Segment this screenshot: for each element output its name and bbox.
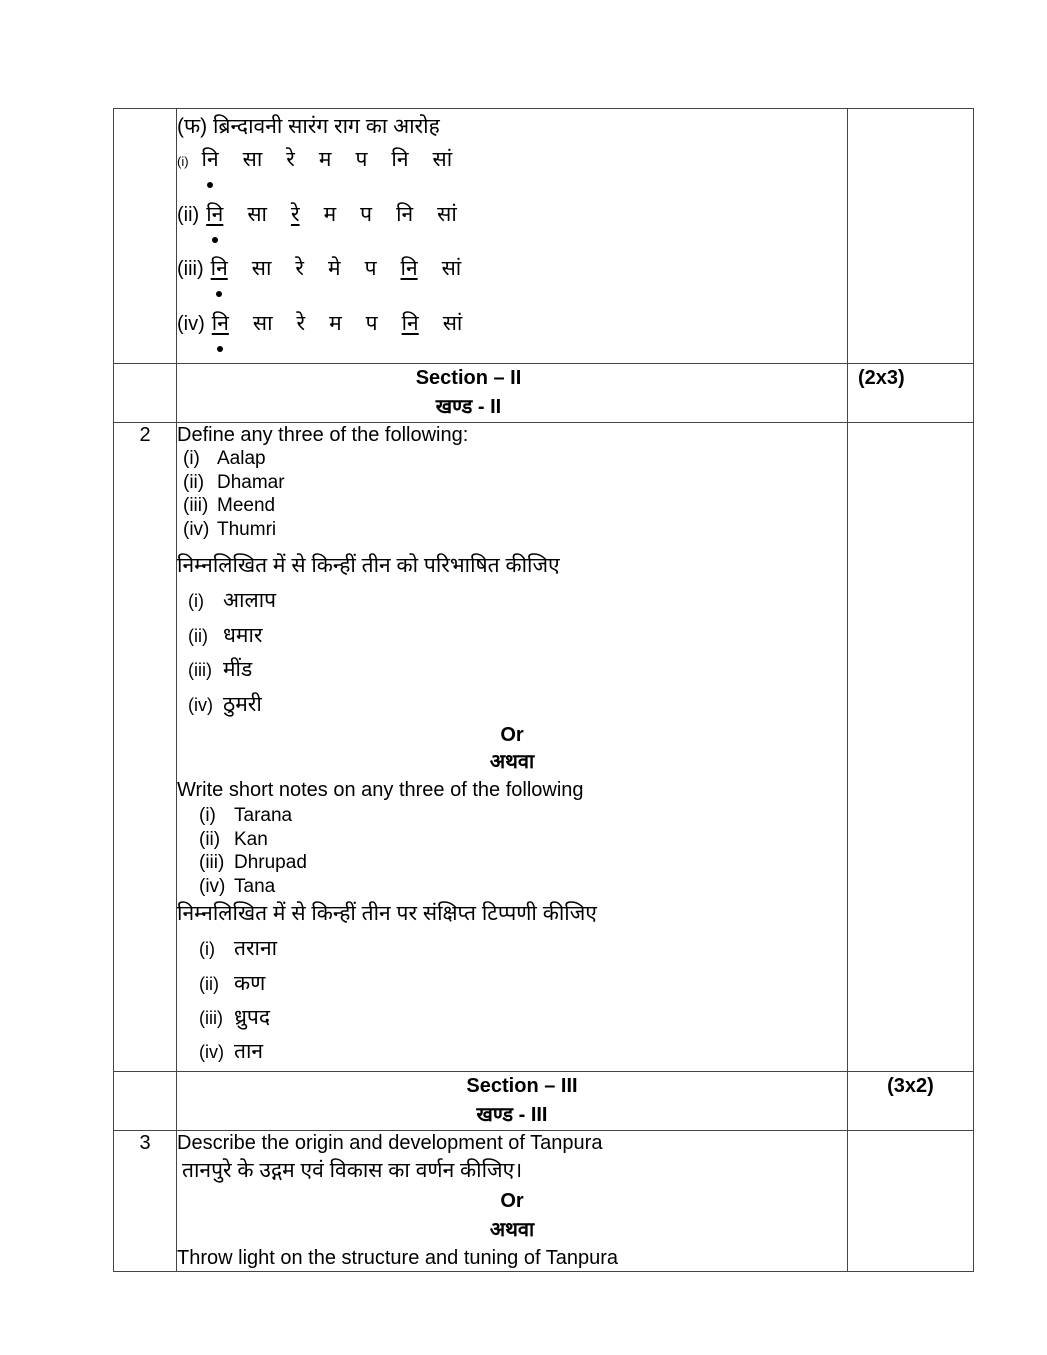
question-prompt: Define any three of the following: <box>177 424 469 446</box>
or-divider-hindi: अथवा <box>489 1219 535 1241</box>
list-item <box>199 875 847 899</box>
swara-note: नि <box>202 145 219 175</box>
item-label: (i) <box>183 448 200 469</box>
item-text: Dhrupad <box>234 852 307 874</box>
question-prompt-hindi: निम्नलिखित में से किन्हीं तीन को परिभाषित कीजिए <box>177 554 560 578</box>
content-cell <box>177 364 848 423</box>
swara-note: प <box>360 202 373 226</box>
option-label: (ii) <box>177 203 200 226</box>
swara-note: रे <box>296 311 306 335</box>
list-item <box>188 584 847 618</box>
list-item <box>199 967 847 1001</box>
item-text: तराना <box>234 937 278 961</box>
section-title: Section – II <box>415 367 522 389</box>
swara-note: नि <box>211 254 228 284</box>
mandra-dot <box>207 182 213 188</box>
content-cell <box>177 1072 848 1131</box>
question-prompt-hindi: तानपुरे के उद्गम एवं विकास का वर्णन कीजिए। <box>182 1159 523 1182</box>
list-item <box>188 653 847 687</box>
swara-note: सां <box>432 148 453 171</box>
item-label: (iii) <box>188 660 212 681</box>
item-text: Kan <box>234 828 268 850</box>
swara-note: म <box>323 202 337 226</box>
swara-note: प <box>365 311 378 335</box>
swara-note: म <box>329 311 342 335</box>
alternate-question-prompt: Throw light on the structure and tuning of Tanpura <box>177 1247 619 1269</box>
question-number-cell <box>114 423 177 1072</box>
content-cell <box>177 109 848 364</box>
item-label: (i) <box>188 591 204 612</box>
question-number-cell <box>114 1131 177 1272</box>
swara-note: प <box>364 257 377 280</box>
item-text: मींड <box>223 658 253 682</box>
or-divider-hindi: अथवा <box>489 751 535 773</box>
alternate-item-list-hindi <box>199 932 847 1069</box>
option-row <box>177 309 847 364</box>
item-list-hindi <box>188 584 847 722</box>
swara-note: नि <box>401 311 419 335</box>
question-number-cell <box>114 109 177 364</box>
item-label: (iv) <box>199 1042 224 1063</box>
option-label: (iii) <box>177 258 204 280</box>
question-table <box>113 108 974 1272</box>
list-item <box>199 1035 847 1069</box>
question-prompt: Describe the origin and development of Tanpura <box>177 1132 603 1154</box>
swara-note: नि <box>391 148 409 171</box>
swara-sequence <box>206 200 457 230</box>
option-label: (iv) <box>177 312 205 335</box>
section-marks: (3x2) <box>887 1075 934 1097</box>
item-label: (iv) <box>183 518 210 540</box>
swara-sequence <box>211 254 462 284</box>
section-marks: (2x3) <box>858 367 905 389</box>
item-text: धमार <box>223 623 263 647</box>
swara-note: सा <box>247 202 267 226</box>
item-label: (iii) <box>199 852 225 874</box>
item-text: Dhamar <box>217 471 285 493</box>
list-item <box>199 828 847 852</box>
item-label: (i) <box>199 939 215 960</box>
item-text: तान <box>234 1040 264 1064</box>
swara-sequence <box>212 309 463 339</box>
section-title-hindi: खण्ड - III <box>476 1104 548 1126</box>
item-label: (iv) <box>199 875 226 897</box>
item-label: (ii) <box>199 973 219 994</box>
item-text: ध्रुपद <box>234 1005 270 1029</box>
option-row <box>177 254 847 309</box>
swara-note: सां <box>442 311 463 335</box>
or-divider: Or <box>500 1190 524 1212</box>
question-number: 2 <box>139 424 151 446</box>
list-item <box>199 932 847 966</box>
swara-note: मे <box>328 257 341 280</box>
swara-note: सां <box>437 202 457 226</box>
item-list <box>183 447 847 541</box>
swara-note: प <box>355 148 368 171</box>
question-number: 3 <box>139 1132 151 1154</box>
list-item <box>183 494 847 518</box>
or-divider: Or <box>500 724 524 746</box>
item-label: (ii) <box>183 471 205 493</box>
item-text: कण <box>234 971 266 995</box>
item-text: Tana <box>234 875 276 897</box>
option-row <box>177 145 847 200</box>
item-label: (iii) <box>199 1007 223 1028</box>
content-cell <box>177 1131 848 1272</box>
section-title: Section – III <box>466 1075 578 1097</box>
item-text: Thumri <box>217 518 277 540</box>
content-cell <box>177 423 848 1072</box>
section-header-row <box>114 1072 974 1131</box>
item-label: (ii) <box>188 625 208 646</box>
swara-note: सां <box>441 257 462 280</box>
marks-cell <box>848 423 974 1072</box>
swara-note: नि <box>212 309 229 339</box>
list-item <box>188 619 847 653</box>
marks-cell <box>848 364 974 423</box>
swara-note: रे <box>290 202 300 226</box>
swara-note: सा <box>252 311 273 335</box>
item-text: Aalap <box>217 448 266 469</box>
swara-note: नि <box>396 202 414 226</box>
swara-note: सा <box>242 148 263 171</box>
alternate-item-list <box>199 804 847 898</box>
list-item <box>199 851 847 875</box>
swara-note: नि <box>400 257 418 280</box>
question-number-cell <box>114 1072 177 1131</box>
mandra-dot <box>212 237 218 243</box>
item-text: ठुमरी <box>223 692 262 716</box>
item-label: (iv) <box>188 694 213 715</box>
swara-note: रे <box>286 148 295 171</box>
table-row <box>114 109 974 364</box>
swara-sequence <box>202 145 453 175</box>
item-label: (ii) <box>199 828 221 850</box>
item-label: (i) <box>199 805 216 826</box>
list-item <box>199 1001 847 1035</box>
swara-note: म <box>318 148 332 171</box>
list-item <box>188 688 847 722</box>
mandra-dot <box>217 346 223 352</box>
list-item <box>183 518 847 542</box>
section-header-row <box>114 364 974 423</box>
question-row <box>114 1131 974 1272</box>
list-item <box>183 471 847 495</box>
mandra-dot <box>216 291 222 297</box>
item-text: Meend <box>217 495 276 517</box>
option-row <box>177 200 847 255</box>
question-row <box>114 423 974 1072</box>
list-item <box>183 447 847 471</box>
section-title-hindi: खण्ड - II <box>435 396 502 418</box>
swara-note: रे <box>295 257 304 280</box>
option-group-title: (फ) ब्रिन्दावनी सारंग राग का आरोह <box>177 115 440 138</box>
item-text: Tarana <box>234 805 293 826</box>
marks-cell <box>848 109 974 364</box>
option-label: (i) <box>177 154 189 169</box>
item-label: (iii) <box>183 495 209 517</box>
marks-cell <box>848 1131 974 1272</box>
question-number-cell <box>114 364 177 423</box>
swara-note: नि <box>206 200 223 230</box>
list-item <box>199 804 847 828</box>
item-text: आलाप <box>223 589 277 613</box>
swara-note: सा <box>251 257 272 280</box>
alternate-question-prompt-hindi: निम्नलिखित में से किन्हीं तीन पर संक्षिप्त टिप्पणी कीजिए <box>177 902 597 926</box>
marks-cell <box>848 1072 974 1131</box>
alternate-question-prompt: Write short notes on any three of the following <box>177 779 584 801</box>
